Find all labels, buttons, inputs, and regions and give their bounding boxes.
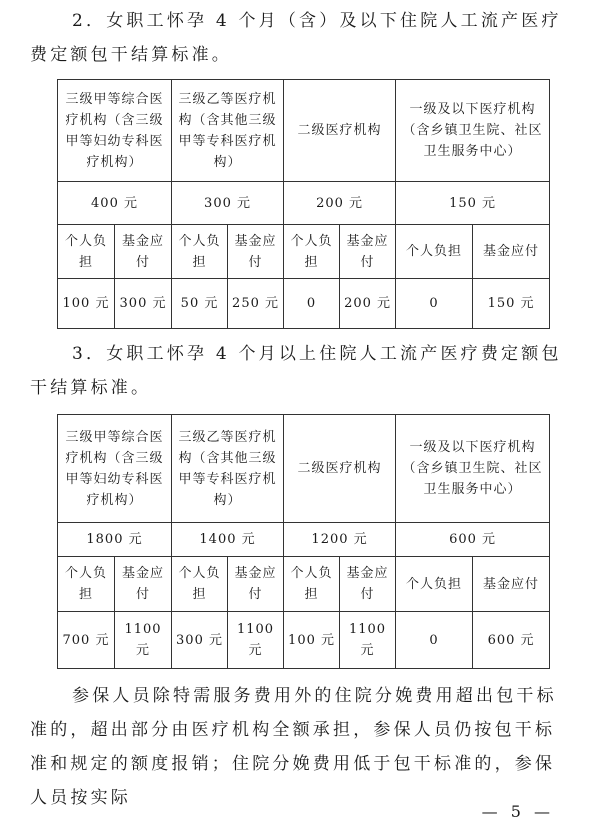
split-value-cell: 100 元 bbox=[284, 612, 340, 669]
split-header-cell: 基金应付 bbox=[115, 225, 172, 279]
split-header-cell: 个人负担 bbox=[284, 557, 340, 612]
split-header-cell: 个人负担 bbox=[172, 225, 228, 279]
split-header-cell: 个人负担 bbox=[172, 557, 228, 612]
split-value-cell: 300 元 bbox=[172, 612, 228, 669]
split-value-cell: 200 元 bbox=[340, 279, 396, 329]
institution-header: 二级医疗机构 bbox=[284, 415, 396, 523]
split-value-cell: 0 bbox=[284, 279, 340, 329]
section-3-heading: 3．女职工怀孕 4 个月以上住院人工流产医疗费定额包干结算标准。 bbox=[30, 344, 562, 398]
split-header-cell: 个人负担 bbox=[58, 225, 115, 279]
split-header-cell: 基金应付 bbox=[473, 225, 550, 279]
split-header-cell: 个人负担 bbox=[396, 557, 473, 612]
total-fee-cell: 400 元 bbox=[58, 182, 172, 225]
total-fee-cell: 200 元 bbox=[284, 182, 396, 225]
split-header-cell: 个人负担 bbox=[284, 225, 340, 279]
institution-header: 三级乙等医疗机构（含其他三级甲等专科医疗机构） bbox=[172, 80, 284, 182]
total-fee-cell: 300 元 bbox=[172, 182, 284, 225]
fee-table-under-4-months bbox=[57, 79, 550, 329]
section-2-heading: 2．女职工怀孕 4 个月（含）及以下住院人工流产医疗费定额包干结算标准。 bbox=[30, 11, 562, 65]
split-value-cell: 100 元 bbox=[58, 279, 115, 329]
fee-table-over-4-months bbox=[57, 414, 550, 669]
institution-header: 三级甲等综合医疗机构（含三级甲等妇幼专科医疗机构） bbox=[58, 415, 172, 523]
total-fee-cell: 150 元 bbox=[396, 182, 550, 225]
split-header-cell: 基金应付 bbox=[340, 557, 396, 612]
split-value-cell: 600 元 bbox=[473, 612, 550, 669]
split-value-cell: 50 元 bbox=[172, 279, 228, 329]
total-fee-cell: 600 元 bbox=[396, 523, 550, 557]
split-value-cell: 1100 元 bbox=[340, 612, 396, 669]
institution-header: 三级甲等综合医疗机构（含三级甲等妇幼专科医疗机构） bbox=[58, 80, 172, 182]
split-value-cell: 150 元 bbox=[473, 279, 550, 329]
split-value-cell: 0 bbox=[396, 612, 473, 669]
institution-header: 一级及以下医疗机构（含乡镇卫生院、社区卫生服务中心） bbox=[396, 80, 550, 182]
institution-header: 二级医疗机构 bbox=[284, 80, 396, 182]
split-value-cell: 700 元 bbox=[58, 612, 115, 669]
split-header-cell: 个人负担 bbox=[58, 557, 115, 612]
institution-header: 三级乙等医疗机构（含其他三级甲等专科医疗机构） bbox=[172, 415, 284, 523]
total-fee-cell: 1200 元 bbox=[284, 523, 396, 557]
split-value-cell: 1100 元 bbox=[228, 612, 284, 669]
institution-header: 一级及以下医疗机构（含乡镇卫生院、社区卫生服务中心） bbox=[396, 415, 550, 523]
split-header-cell: 基金应付 bbox=[115, 557, 172, 612]
reimbursement-paragraph: 参保人员除特需服务费用外的住院分娩费用超出包干标准的，超出部分由医疗机构全额承担，参保人员仍按包干标准和规定的额度报销；住院分娩费用低于包干标准的，参保人员按实际 bbox=[30, 686, 557, 808]
split-value-cell: 1100 元 bbox=[115, 612, 172, 669]
split-header-cell: 基金应付 bbox=[340, 225, 396, 279]
split-value-cell: 250 元 bbox=[228, 279, 284, 329]
split-header-cell: 基金应付 bbox=[473, 557, 550, 612]
split-header-cell: 个人负担 bbox=[396, 225, 473, 279]
page-number: — 5 — bbox=[481, 802, 554, 821]
split-header-cell: 基金应付 bbox=[228, 225, 284, 279]
split-value-cell: 0 bbox=[396, 279, 473, 329]
split-header-cell: 基金应付 bbox=[228, 557, 284, 612]
total-fee-cell: 1400 元 bbox=[172, 523, 284, 557]
total-fee-cell: 1800 元 bbox=[58, 523, 172, 557]
split-value-cell: 300 元 bbox=[115, 279, 172, 329]
